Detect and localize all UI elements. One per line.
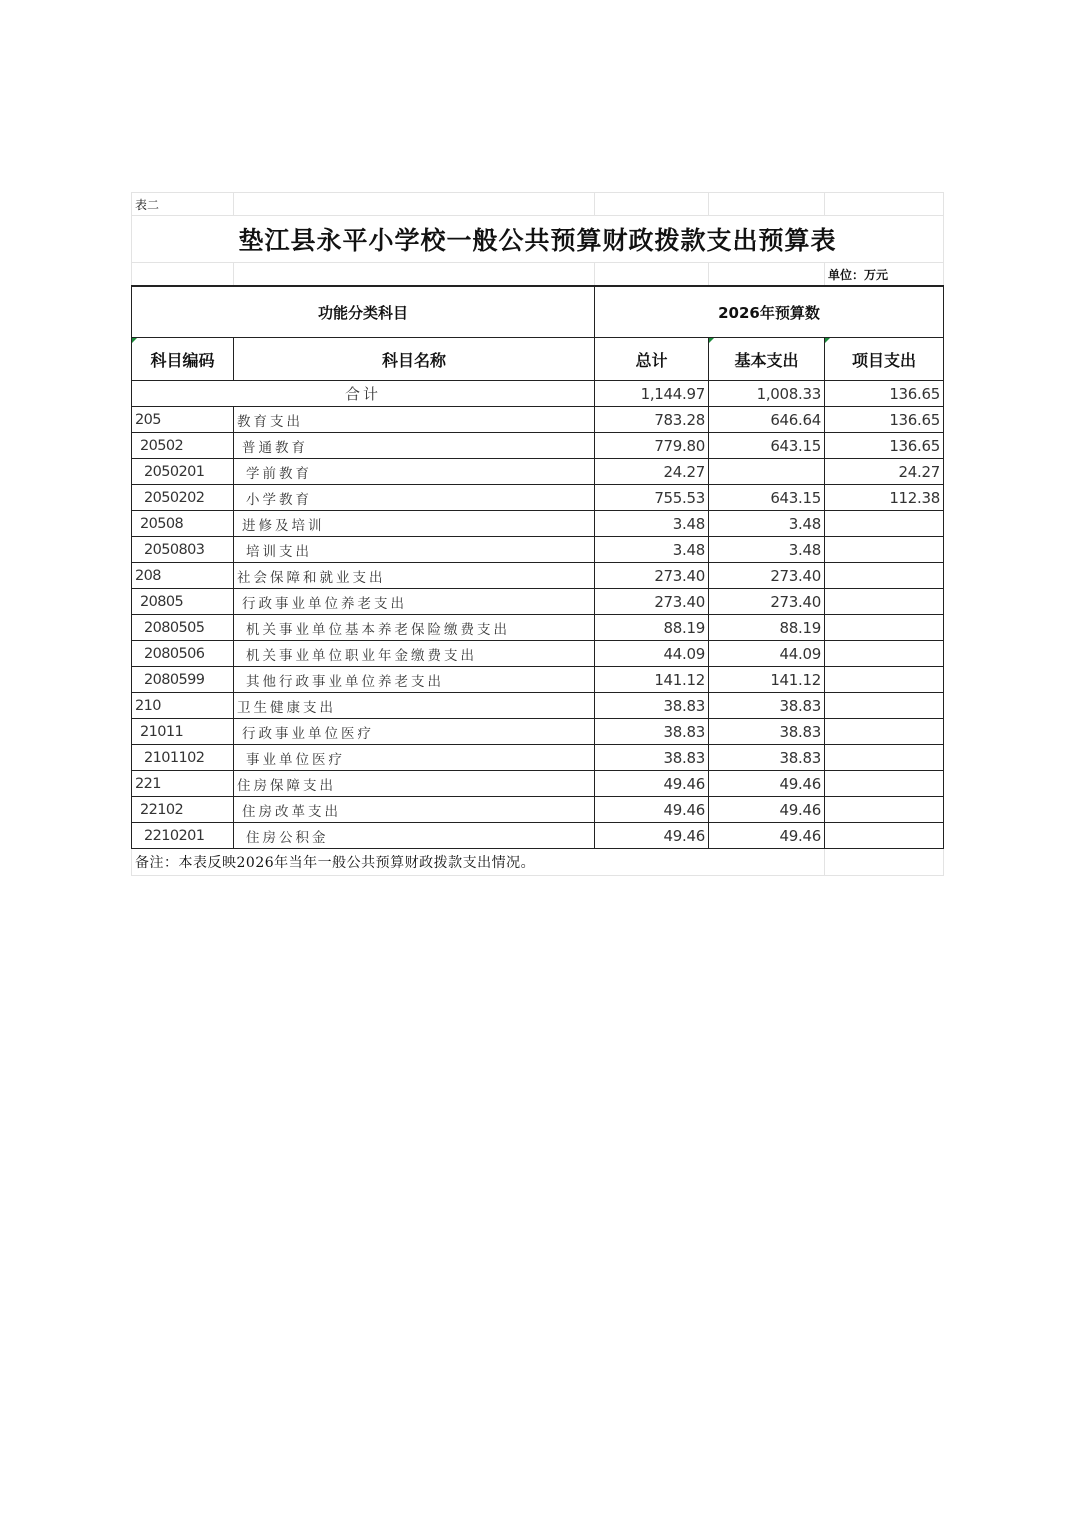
row-project bbox=[825, 667, 944, 693]
row-project bbox=[825, 589, 944, 615]
row-total: 49.46 bbox=[595, 823, 709, 849]
row-name: 学前教育 bbox=[234, 459, 595, 485]
total-row bbox=[132, 381, 944, 407]
table-row bbox=[132, 459, 944, 485]
row-name: 住房保障支出 bbox=[234, 771, 595, 797]
row-code: 2050201 bbox=[132, 459, 234, 485]
table-row bbox=[132, 667, 944, 693]
row-total: 44.09 bbox=[595, 641, 709, 667]
row-code: 2080506 bbox=[132, 641, 234, 667]
row-total: 273.40 bbox=[595, 589, 709, 615]
table-row bbox=[132, 537, 944, 563]
total-basic: 1,008.33 bbox=[709, 381, 825, 407]
row-total: 38.83 bbox=[595, 719, 709, 745]
budget-sheet bbox=[131, 192, 943, 876]
row-project bbox=[825, 563, 944, 589]
row-basic: 141.12 bbox=[709, 667, 825, 693]
total-total: 1,144.97 bbox=[595, 381, 709, 407]
row-name: 行政事业单位医疗 bbox=[234, 719, 595, 745]
unit-label: 单位：万元 bbox=[825, 263, 944, 287]
page-title: 垫江县永平小学校一般公共预算财政拨款支出预算表 bbox=[132, 216, 944, 263]
row-total: 49.46 bbox=[595, 771, 709, 797]
row-name: 事业单位医疗 bbox=[234, 745, 595, 771]
row-project bbox=[825, 771, 944, 797]
row-total: 3.48 bbox=[595, 511, 709, 537]
header-project: 项目支出 bbox=[825, 338, 944, 381]
header-budget-year: 2026年预算数 bbox=[595, 286, 944, 338]
row-code: 2080505 bbox=[132, 615, 234, 641]
table-row bbox=[132, 433, 944, 459]
row-name: 卫生健康支出 bbox=[234, 693, 595, 719]
row-name: 机关事业单位基本养老保险缴费支出 bbox=[234, 615, 595, 641]
row-code: 2210201 bbox=[132, 823, 234, 849]
row-name: 教育支出 bbox=[234, 407, 595, 433]
row-basic bbox=[709, 459, 825, 485]
row-basic: 49.46 bbox=[709, 771, 825, 797]
row-code: 22102 bbox=[132, 797, 234, 823]
table-row bbox=[132, 485, 944, 511]
row-total: 783.28 bbox=[595, 407, 709, 433]
header-name: 科目名称 bbox=[234, 338, 595, 381]
row-code: 20805 bbox=[132, 589, 234, 615]
header-function-category: 功能分类科目 bbox=[132, 286, 595, 338]
row-basic: 38.83 bbox=[709, 745, 825, 771]
row-basic: 273.40 bbox=[709, 563, 825, 589]
table-row bbox=[132, 693, 944, 719]
row-project bbox=[825, 719, 944, 745]
table-row bbox=[132, 771, 944, 797]
row-total: 38.83 bbox=[595, 693, 709, 719]
row-total: 24.27 bbox=[595, 459, 709, 485]
row-code: 2050803 bbox=[132, 537, 234, 563]
row-name: 其他行政事业单位养老支出 bbox=[234, 667, 595, 693]
row-code: 221 bbox=[132, 771, 234, 797]
cell-marker bbox=[709, 338, 714, 343]
row-basic: 273.40 bbox=[709, 589, 825, 615]
table-row bbox=[132, 589, 944, 615]
row-basic: 646.64 bbox=[709, 407, 825, 433]
row-project: 24.27 bbox=[825, 459, 944, 485]
row-project: 136.65 bbox=[825, 407, 944, 433]
table-row bbox=[132, 563, 944, 589]
total-label: 合计 bbox=[132, 381, 595, 407]
row-total: 779.80 bbox=[595, 433, 709, 459]
row-basic: 49.46 bbox=[709, 797, 825, 823]
table-tag: 表二 bbox=[132, 193, 234, 216]
row-basic: 3.48 bbox=[709, 511, 825, 537]
row-total: 3.48 bbox=[595, 537, 709, 563]
row-code: 21011 bbox=[132, 719, 234, 745]
row-code: 20502 bbox=[132, 433, 234, 459]
row-total: 755.53 bbox=[595, 485, 709, 511]
row-code: 205 bbox=[132, 407, 234, 433]
row-total: 88.19 bbox=[595, 615, 709, 641]
row-project bbox=[825, 615, 944, 641]
table-row bbox=[132, 823, 944, 849]
table-row bbox=[132, 615, 944, 641]
row-basic: 643.15 bbox=[709, 433, 825, 459]
footnote: 备注：本表反映2026年当年一般公共预算财政拨款支出情况。 bbox=[132, 849, 825, 876]
row-basic: 643.15 bbox=[709, 485, 825, 511]
row-basic: 44.09 bbox=[709, 641, 825, 667]
header-basic: 基本支出 bbox=[709, 338, 825, 381]
table-row bbox=[132, 719, 944, 745]
row-total: 141.12 bbox=[595, 667, 709, 693]
row-code: 208 bbox=[132, 563, 234, 589]
header-code: 科目编码 bbox=[132, 338, 234, 381]
row-name: 进修及培训 bbox=[234, 511, 595, 537]
row-code: 2080599 bbox=[132, 667, 234, 693]
cell-marker bbox=[132, 338, 137, 343]
row-name: 小学教育 bbox=[234, 485, 595, 511]
header-total: 总计 bbox=[595, 338, 709, 381]
row-total: 49.46 bbox=[595, 797, 709, 823]
row-project bbox=[825, 823, 944, 849]
table-row bbox=[132, 797, 944, 823]
row-name: 社会保障和就业支出 bbox=[234, 563, 595, 589]
table-row bbox=[132, 641, 944, 667]
row-project bbox=[825, 511, 944, 537]
row-project bbox=[825, 797, 944, 823]
row-project bbox=[825, 745, 944, 771]
row-name: 住房改革支出 bbox=[234, 797, 595, 823]
row-code: 2050202 bbox=[132, 485, 234, 511]
row-name: 培训支出 bbox=[234, 537, 595, 563]
row-basic: 88.19 bbox=[709, 615, 825, 641]
row-project bbox=[825, 537, 944, 563]
budget-table bbox=[131, 192, 944, 876]
row-name: 行政事业单位养老支出 bbox=[234, 589, 595, 615]
row-name: 普通教育 bbox=[234, 433, 595, 459]
table-row bbox=[132, 407, 944, 433]
row-total: 38.83 bbox=[595, 745, 709, 771]
row-project: 112.38 bbox=[825, 485, 944, 511]
row-project bbox=[825, 641, 944, 667]
row-basic: 49.46 bbox=[709, 823, 825, 849]
row-basic: 38.83 bbox=[709, 719, 825, 745]
row-code: 210 bbox=[132, 693, 234, 719]
row-basic: 38.83 bbox=[709, 693, 825, 719]
table-row bbox=[132, 745, 944, 771]
row-code: 20508 bbox=[132, 511, 234, 537]
row-name: 机关事业单位职业年金缴费支出 bbox=[234, 641, 595, 667]
row-total: 273.40 bbox=[595, 563, 709, 589]
cell-marker bbox=[825, 338, 830, 343]
total-project: 136.65 bbox=[825, 381, 944, 407]
row-basic: 3.48 bbox=[709, 537, 825, 563]
row-project bbox=[825, 693, 944, 719]
row-code: 2101102 bbox=[132, 745, 234, 771]
row-project: 136.65 bbox=[825, 433, 944, 459]
row-name: 住房公积金 bbox=[234, 823, 595, 849]
table-row bbox=[132, 511, 944, 537]
